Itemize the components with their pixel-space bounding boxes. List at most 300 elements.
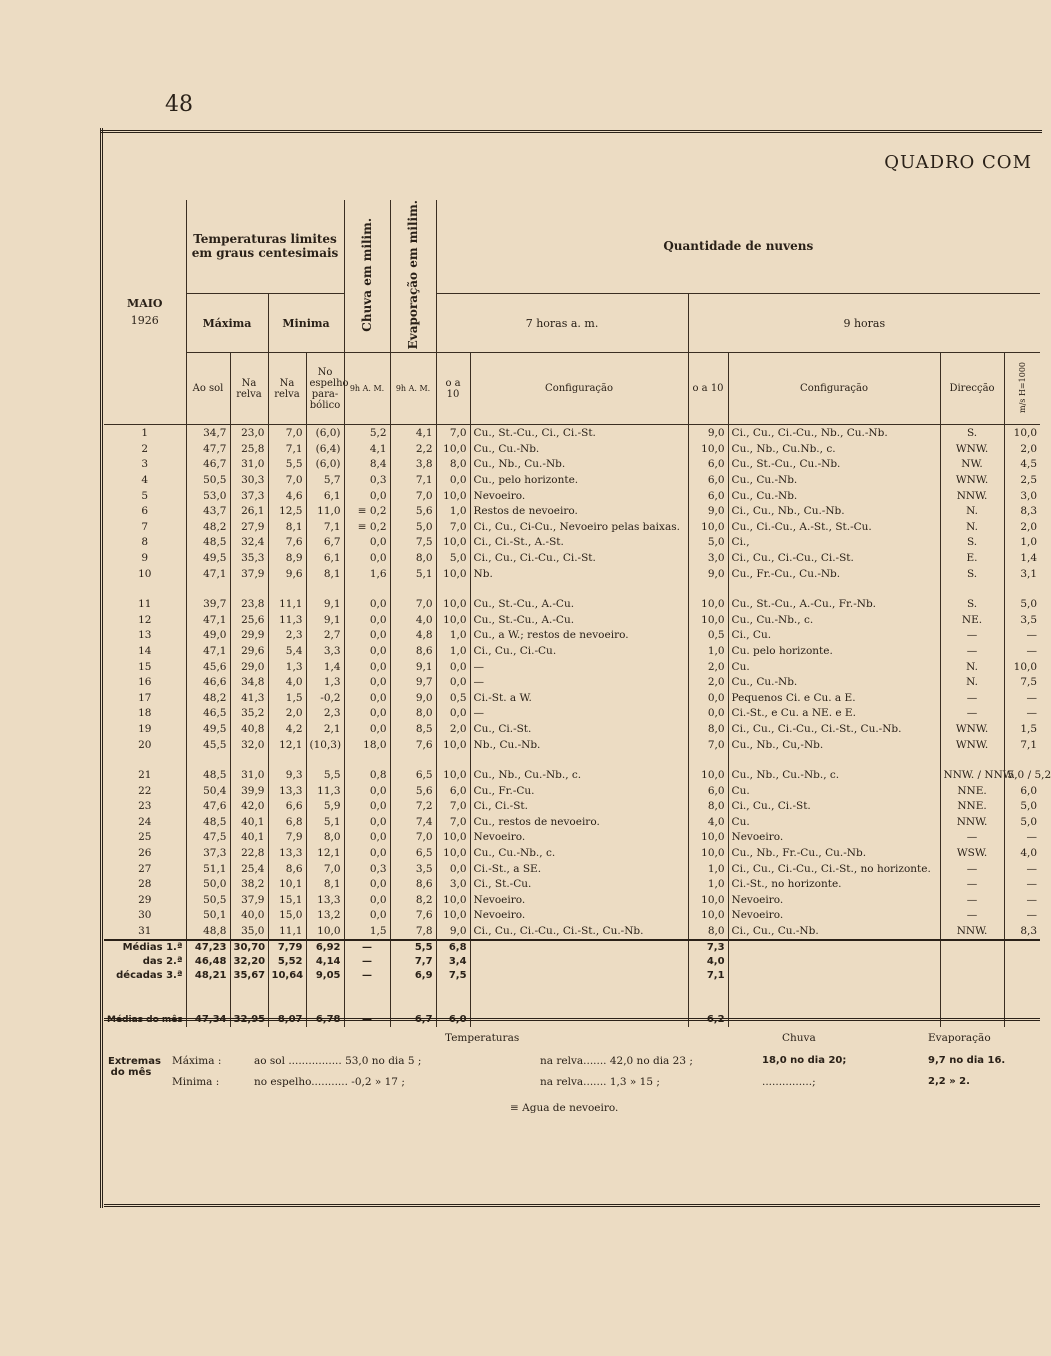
espelho-cell: (6,4) xyxy=(306,441,344,457)
chuva-cell: 0,0 xyxy=(344,908,390,924)
chuva-cell: 0,0 xyxy=(344,845,390,861)
config-7h-cell: Cu., a W.; restos de nevoeiro. xyxy=(470,628,688,644)
velocidade-cell: 5,0 xyxy=(1020,598,1038,611)
chuva-avg-cell: — xyxy=(344,955,390,969)
config-7h-cell: Nb., Cu.-Nb. xyxy=(470,737,688,753)
espelho-cell: 13,3 xyxy=(306,892,344,908)
nuvens-9h-cell: 9,0 xyxy=(688,566,728,582)
nuvens-9h-cell: 1,0 xyxy=(688,876,728,892)
config-7h-cell: Cu., Ci.-St. xyxy=(470,721,688,737)
evaporacao-header: Evaporação em milim. xyxy=(390,200,436,353)
velocidade-cell: 5,0 / 5,2 xyxy=(1007,769,1051,782)
config-7h-avg-cell xyxy=(470,955,688,969)
nuvens-7h-cell: 7,0 xyxy=(436,519,470,535)
table-row xyxy=(104,535,1040,551)
spacer-cell xyxy=(230,983,268,998)
velocidade-cell: — xyxy=(1026,691,1038,704)
ao-sol-cell: 43,7 xyxy=(186,503,230,519)
nuvens-7h-cell: 0,5 xyxy=(436,690,470,706)
direccao-cell: — xyxy=(940,643,1004,659)
table-row xyxy=(104,628,1040,644)
na-relva-max-month-cell: 32,95 xyxy=(230,1013,268,1027)
nuvens-7h-cell: 10,0 xyxy=(436,566,470,582)
extremas-chuva-title: Chuva xyxy=(782,1032,816,1044)
evaporacao-cell: 5,0 xyxy=(390,519,436,535)
na-relva-min-avg-cell: 10,64 xyxy=(268,969,306,983)
decade-label-cell: Médias 1.ª xyxy=(104,940,186,955)
config-9h-cell: Ci., Cu., Nb., Cu.-Nb. xyxy=(728,503,940,519)
spacer-cell xyxy=(390,752,436,767)
table-row xyxy=(104,441,1040,457)
velocidade-cell: 5,0 xyxy=(1020,815,1038,828)
nuvens-9h-cell: 5,0 xyxy=(688,535,728,551)
spacer-cell xyxy=(230,581,268,596)
evaporacao-cell: 8,5 xyxy=(390,721,436,737)
evaporacao-cell: 7,6 xyxy=(390,737,436,753)
config-7h-cell: Cu., Fr.-Cu. xyxy=(470,783,688,799)
ao-sol-cell: 45,6 xyxy=(186,659,230,675)
extremas-evap-title: Evaporação xyxy=(928,1032,991,1044)
config-7h-cell: Nevoeiro. xyxy=(470,830,688,846)
na-relva-max-cell: 35,3 xyxy=(230,550,268,566)
direccao-cell: NNW. xyxy=(940,488,1004,504)
extremas-max-relva: na relva....... 42,0 no dia 23 ; xyxy=(540,1055,693,1067)
direccao-cell: NNW. xyxy=(940,923,1004,940)
direccao-cell: NNW. / NNW. xyxy=(940,767,1004,783)
config-9h-avg-cell xyxy=(728,955,940,969)
nuvens-9h-cell: 2,0 xyxy=(688,659,728,675)
nove-horas-header: 9 horas xyxy=(688,293,1040,353)
table-row xyxy=(104,488,1040,504)
nuvens-9h-cell: 0,0 xyxy=(688,706,728,722)
table-row xyxy=(104,876,1040,892)
espelho-cell: 6,7 xyxy=(306,535,344,551)
nuvens-7h-cell: 10,0 xyxy=(436,737,470,753)
na-relva-max-cell: 40,0 xyxy=(230,908,268,924)
config-7h-cell: Cu., pelo horizonte. xyxy=(470,472,688,488)
config-9h-cell: Ci., Cu. xyxy=(728,628,940,644)
config-7h-cell: Cu., Nb., Cu.-Nb., c. xyxy=(470,767,688,783)
ao-sol-cell: 39,7 xyxy=(186,596,230,612)
na-relva-min-avg-cell: 7,79 xyxy=(268,940,306,955)
velocidade-cell: 1,5 xyxy=(1020,722,1038,735)
chuva-cell: 0,0 xyxy=(344,814,390,830)
na-relva-max-cell: 42,0 xyxy=(230,798,268,814)
nuvens-7h-cell: 10,0 xyxy=(436,845,470,861)
velocidade-cell: 2,0 xyxy=(1020,442,1038,455)
nuvens-7h-cell: 7,0 xyxy=(436,814,470,830)
nevoeiro-note: ≡ Agua de nevoeiro. xyxy=(510,1102,619,1114)
spacer-cell xyxy=(186,983,230,998)
nuvens-9h-cell: 8,0 xyxy=(688,798,728,814)
evaporacao-cell: 3,8 xyxy=(390,457,436,473)
nuvens-7h-cell: 10,0 xyxy=(436,612,470,628)
espelho-cell: 9,1 xyxy=(306,596,344,612)
velocidade-cell: — xyxy=(1026,629,1038,642)
ao-sol-cell: 48,8 xyxy=(186,923,230,940)
config-9h-cell: Cu., Nb., Fr.-Cu., Cu.-Nb. xyxy=(728,845,940,861)
config-9h-cell: Cu., St.-Cu., A.-Cu., Fr.-Nb. xyxy=(728,596,940,612)
nuvens-7h-month-cell: 6,0 xyxy=(436,1013,470,1027)
maxima-header: Máxima xyxy=(186,293,268,353)
espelho-avg-cell: 9,05 xyxy=(306,969,344,983)
velocidade-cell: 3,1 xyxy=(1020,567,1038,580)
direccao-cell: — xyxy=(940,690,1004,706)
page-number: 48 xyxy=(165,92,193,117)
nuvens-9h-cell: 4,0 xyxy=(688,814,728,830)
na-relva-min-cell: 8,6 xyxy=(268,861,306,877)
config-9h-cell: Nevoeiro. xyxy=(728,892,940,908)
espelho-cell: 5,9 xyxy=(306,798,344,814)
evaporacao-cell: 7,8 xyxy=(390,923,436,940)
config-7h-cell: Ci.-St. a W. xyxy=(470,690,688,706)
nuvens-7h-cell: 10,0 xyxy=(436,535,470,551)
na-relva-min-cell: 9,6 xyxy=(268,566,306,582)
velocidade-cell: 3,0 xyxy=(1020,489,1038,502)
chuva-cell: 5,2 xyxy=(344,425,390,441)
config-9h-cell: Ci., xyxy=(728,535,940,551)
weather-table xyxy=(104,200,1051,1027)
chuva-cell: 0,0 xyxy=(344,596,390,612)
config-9h-cell: Ci., Cu., Ci.-Cu., Ci.-St. xyxy=(728,550,940,566)
na-relva-max-cell: 34,8 xyxy=(230,674,268,690)
decade-average-row xyxy=(104,969,1040,983)
day-cell: 30 xyxy=(104,908,186,924)
nuvens-9h-cell: 10,0 xyxy=(688,845,728,861)
nuvens-9h-cell: 6,0 xyxy=(688,457,728,473)
chuva-cell: 0,0 xyxy=(344,488,390,504)
config-9h-cell: Cu. xyxy=(728,783,940,799)
spacer-cell xyxy=(344,752,390,767)
spacer-cell xyxy=(344,998,390,1013)
spacer-cell xyxy=(940,983,1004,998)
decade-average-row xyxy=(104,940,1040,955)
nuvens-7h-cell: 0,0 xyxy=(436,861,470,877)
chuva-cell: 0,0 xyxy=(344,674,390,690)
nuvens-7h-cell: 7,0 xyxy=(436,798,470,814)
chuva-header: Chuva em milim. xyxy=(344,200,390,353)
spacer-cell xyxy=(940,998,1004,1013)
day-cell: 21 xyxy=(104,767,186,783)
nuvens-7h-cell: 10,0 xyxy=(436,596,470,612)
direccao-cell: S. xyxy=(940,596,1004,612)
evap-hour-header: 9h A. M. xyxy=(390,353,436,425)
extremas-max-sol: ao sol ................ 53,0 no dia 5 ; xyxy=(254,1055,422,1067)
chuva-hour-header: 9h A. M. xyxy=(344,353,390,425)
config-9h-cell: Cu., Cu.-Nb., c. xyxy=(728,612,940,628)
config-9h-cell: Ci.-St., e Cu. a NE. e E. xyxy=(728,706,940,722)
spacer-cell xyxy=(344,983,390,998)
ao-sol-cell: 34,7 xyxy=(186,425,230,441)
direccao-cell: — xyxy=(940,830,1004,846)
day-cell: 25 xyxy=(104,830,186,846)
spacer-row xyxy=(104,581,1040,596)
footer-rule-bottom xyxy=(104,1204,1040,1207)
extremas-min-evap: 2,2 » 2. xyxy=(928,1076,970,1087)
ao-sol-cell: 53,0 xyxy=(186,488,230,504)
table-row xyxy=(104,472,1040,488)
nuvens-7h-cell: 10,0 xyxy=(436,892,470,908)
nuvens-7h-cell: 10,0 xyxy=(436,830,470,846)
velocidade-cell: — xyxy=(1026,831,1038,844)
na-relva-min-cell: 9,3 xyxy=(268,767,306,783)
na-relva-max-cell: 40,8 xyxy=(230,721,268,737)
day-cell: 26 xyxy=(104,845,186,861)
na-relva-max-cell: 37,9 xyxy=(230,892,268,908)
ao-sol-cell: 49,5 xyxy=(186,721,230,737)
chuva-cell: 0,0 xyxy=(344,628,390,644)
nuvens-9h-cell: 2,0 xyxy=(688,674,728,690)
table-row xyxy=(104,519,1040,535)
direccao-cell: WNW. xyxy=(940,441,1004,457)
sete-horas-header: 7 horas a. m. xyxy=(436,293,688,353)
nuvens-9h-cell: 3,0 xyxy=(688,550,728,566)
nuvens-7h-cell: 7,0 xyxy=(436,425,470,441)
nuvens-9h-month-cell: 6,2 xyxy=(688,1013,728,1027)
chuva-avg-cell: — xyxy=(344,969,390,983)
config-7h-cell: Cu., St.-Cu., Ci., Ci.-St. xyxy=(470,425,688,441)
config-7h-cell: Ci., Ci.-St. xyxy=(470,798,688,814)
extremas-maxima-label: Máxima : xyxy=(172,1055,222,1067)
spacer-cell xyxy=(268,581,306,596)
velocidade-cell: — xyxy=(1026,893,1038,906)
nuvens-7h-cell: 2,0 xyxy=(436,721,470,737)
day-cell: 29 xyxy=(104,892,186,908)
evaporacao-cell: 4,1 xyxy=(390,425,436,441)
evaporacao-cell: 4,0 xyxy=(390,612,436,628)
velocidade-cell: 5,0 xyxy=(1020,800,1038,813)
na-relva-min-cell: 13,3 xyxy=(268,845,306,861)
spacer-cell xyxy=(436,998,470,1013)
espelho-avg-cell: 4,14 xyxy=(306,955,344,969)
na-relva-min-cell: 6,8 xyxy=(268,814,306,830)
velocidade-cell: — xyxy=(1026,862,1038,875)
day-cell: 13 xyxy=(104,628,186,644)
extremas-max-chuva: 18,0 no dia 20; xyxy=(762,1055,847,1066)
ao-sol-cell: 48,5 xyxy=(186,767,230,783)
velocidade-cell: 2,0 xyxy=(1020,520,1038,533)
oaio-1-header: o a 10 xyxy=(436,353,470,425)
spacer-cell xyxy=(436,581,470,596)
nuvens-7h-cell: 10,0 xyxy=(436,441,470,457)
na-relva-min-cell: 2,3 xyxy=(268,628,306,644)
ao-sol-cell: 48,5 xyxy=(186,814,230,830)
espelho-cell: -0,2 xyxy=(306,690,344,706)
ao-sol-cell: 47,1 xyxy=(186,643,230,659)
velocidade-cell: — xyxy=(1026,878,1038,891)
chuva-cell: ≡ 0,2 xyxy=(344,519,390,535)
espelho-cell: 9,1 xyxy=(306,612,344,628)
nuvens-9h-cell: 10,0 xyxy=(688,908,728,924)
espelho-cell: (6,0) xyxy=(306,457,344,473)
table-title: QUADRO COM xyxy=(884,152,1032,173)
ao-sol-cell: 37,3 xyxy=(186,845,230,861)
nuvens-7h-cell: 10,0 xyxy=(436,908,470,924)
spacer-cell xyxy=(268,752,306,767)
nuvens-9h-avg-cell: 7,3 xyxy=(688,940,728,955)
table-row xyxy=(104,503,1040,519)
na-relva-min-cell: 6,6 xyxy=(268,798,306,814)
spacer-cell xyxy=(390,581,436,596)
temp-limits-header: Temperaturas limites em graus centesimais xyxy=(186,200,344,293)
config-9h-cell: Cu., Ci.-Cu., A.-St., St.-Cu. xyxy=(728,519,940,535)
config-7h-cell: Cu., restos de nevoeiro. xyxy=(470,814,688,830)
config-9h-cell: Cu. xyxy=(728,814,940,830)
na-relva-max-cell: 39,9 xyxy=(230,783,268,799)
config-9h-cell: Ci., Cu., Ci.-St. xyxy=(728,798,940,814)
day-cell: 24 xyxy=(104,814,186,830)
direccao-cell: WNW. xyxy=(940,737,1004,753)
nuvens-9h-cell: 6,0 xyxy=(688,472,728,488)
config-7h-cell: Ci., Ci.-St., A.-St. xyxy=(470,535,688,551)
nuvens-7h-cell: 1,0 xyxy=(436,628,470,644)
config-7h-cell: — xyxy=(470,706,688,722)
velocidade-cell: 3,5 xyxy=(1020,613,1038,626)
velocidade-cell: 7,1 xyxy=(1020,738,1038,751)
spacer-row xyxy=(104,752,1040,767)
config-9h-cell: Nevoeiro. xyxy=(728,830,940,846)
na-relva-min-cell: 7,0 xyxy=(268,472,306,488)
spacer-cell xyxy=(230,752,268,767)
espelho-cell: 5,7 xyxy=(306,472,344,488)
na-relva-max-cell: 30,3 xyxy=(230,472,268,488)
evaporacao-avg-cell: 7,7 xyxy=(390,955,436,969)
chuva-cell: 0,0 xyxy=(344,798,390,814)
na-relva-min-cell: 5,4 xyxy=(268,643,306,659)
extremas-temp-title: Temperaturas xyxy=(445,1032,520,1044)
espelho-cell: 6,1 xyxy=(306,550,344,566)
na-relva-min-cell: 10,1 xyxy=(268,876,306,892)
direccao-cell: E. xyxy=(940,550,1004,566)
evaporacao-cell: 9,7 xyxy=(390,674,436,690)
table-row xyxy=(104,798,1040,814)
table-row xyxy=(104,457,1040,473)
chuva-cell: ≡ 0,2 xyxy=(344,503,390,519)
chuva-cell: 0,3 xyxy=(344,861,390,877)
oaio-2-header: o a 10 xyxy=(688,353,728,425)
config-7h-cell: Nevoeiro. xyxy=(470,892,688,908)
nuvens-9h-cell: 10,0 xyxy=(688,892,728,908)
spacer-cell xyxy=(688,983,728,998)
ao-sol-cell: 49,0 xyxy=(186,628,230,644)
evaporacao-cell: 5,6 xyxy=(390,503,436,519)
config-7h-cell: Ci., St.-Cu. xyxy=(470,876,688,892)
nuvens-9h-cell: 10,0 xyxy=(688,441,728,457)
config-9h-cell: Ci., Cu., Ci.-Cu., Nb., Cu.-Nb. xyxy=(728,425,940,441)
nuvens-7h-cell: 0,0 xyxy=(436,706,470,722)
velocidade-cell: 4,5 xyxy=(1020,458,1038,471)
config-7h-cell: Restos de nevoeiro. xyxy=(470,503,688,519)
na-relva-max-cell: 27,9 xyxy=(230,519,268,535)
ao-sol-cell: 50,1 xyxy=(186,908,230,924)
day-cell: 22 xyxy=(104,783,186,799)
config-7h-cell: Ci., Cu., Ci.-Cu., Ci.-St., Cu.-Nb. xyxy=(470,923,688,940)
na-relva-max-cell: 25,4 xyxy=(230,861,268,877)
table-row xyxy=(104,830,1040,846)
chuva-cell: 0,0 xyxy=(344,706,390,722)
spacer-cell xyxy=(186,752,230,767)
spacer-cell xyxy=(436,983,470,998)
table-row xyxy=(104,425,1040,441)
espelho-cell: 3,3 xyxy=(306,643,344,659)
config-9h-cell: Cu., Cu.-Nb. xyxy=(728,674,940,690)
config-9h-cell: Ci., Cu., Ci.-Cu., Ci.-St., no horizonte. xyxy=(728,861,940,877)
direccao-cell: WNW. xyxy=(940,721,1004,737)
day-cell: 19 xyxy=(104,721,186,737)
config-9h-cell: Cu., Cu.-Nb. xyxy=(728,488,940,504)
chuva-cell: 0,3 xyxy=(344,472,390,488)
spacer-cell xyxy=(470,998,688,1013)
ao-sol-cell: 47,5 xyxy=(186,830,230,846)
direccao-cell: WSW. xyxy=(940,845,1004,861)
nuvens-9h-cell: 10,0 xyxy=(688,612,728,628)
velocidade-cell: — xyxy=(1026,909,1038,922)
nuvens-9h-cell: 0,5 xyxy=(688,628,728,644)
na-relva-min-cell: 12,1 xyxy=(268,737,306,753)
na-relva-min-cell: 7,1 xyxy=(268,441,306,457)
spacer-cell xyxy=(728,998,940,1013)
ao-sol-cell: 50,5 xyxy=(186,472,230,488)
spacer-row xyxy=(104,983,1040,998)
na-relva-max-cell: 23,8 xyxy=(230,596,268,612)
na-relva-min-cell: 7,6 xyxy=(268,535,306,551)
day-cell: 15 xyxy=(104,659,186,675)
spacer-cell xyxy=(436,752,470,767)
na-relva-max-cell: 22,8 xyxy=(230,845,268,861)
spacer-cell xyxy=(104,998,186,1013)
day-cell: 16 xyxy=(104,674,186,690)
spacer-cell xyxy=(1004,983,1040,998)
spacer-cell xyxy=(344,581,390,596)
extremas-min-relva: na relva....... 1,3 » 15 ; xyxy=(540,1076,660,1088)
velocidade-cell: 1,4 xyxy=(1020,551,1038,564)
chuva-avg-cell: — xyxy=(344,940,390,955)
velocidade-cell: 8,3 xyxy=(1020,925,1038,938)
ao-sol-cell: 47,7 xyxy=(186,441,230,457)
nuvens-9h-cell: 1,0 xyxy=(688,643,728,659)
direccao-cell: N. xyxy=(940,503,1004,519)
chuva-cell: 0,0 xyxy=(344,783,390,799)
na-relva-min-cell: 11,3 xyxy=(268,612,306,628)
espelho-cell: 8,0 xyxy=(306,830,344,846)
espelho-cell: 11,3 xyxy=(306,783,344,799)
footer-rule-top xyxy=(104,1018,1040,1021)
spacer-cell xyxy=(470,581,688,596)
extremas-min-chuva: ...............; xyxy=(762,1076,816,1088)
chuva-month-cell: — xyxy=(344,1013,390,1027)
chuva-cell: 0,0 xyxy=(344,892,390,908)
chuva-cell: 0,0 xyxy=(344,612,390,628)
config-7h-cell: Ci., Cu., Ci.-Cu. xyxy=(470,643,688,659)
espelho-avg-cell: 6,92 xyxy=(306,940,344,955)
na-relva-max-avg-cell: 32,20 xyxy=(230,955,268,969)
na-relva-min-cell: 4,6 xyxy=(268,488,306,504)
config-7h-cell: Nevoeiro. xyxy=(470,488,688,504)
chuva-cell: 0,0 xyxy=(344,830,390,846)
na-relva-min-cell: 1,3 xyxy=(268,659,306,675)
extremas-min-espelho: no espelho........... -0,2 » 17 ; xyxy=(254,1076,405,1088)
nuvens-7h-cell: 0,0 xyxy=(436,472,470,488)
spacer-cell xyxy=(688,581,728,596)
ao-sol-cell: 48,2 xyxy=(186,690,230,706)
evaporacao-cell: 8,0 xyxy=(390,550,436,566)
ao-sol-cell: 46,5 xyxy=(186,706,230,722)
extremas-label: Extremas do mês xyxy=(108,1056,161,1078)
spacer-cell xyxy=(940,752,1004,767)
table-row xyxy=(104,612,1040,628)
spacer-cell xyxy=(688,998,728,1013)
nuvens-7h-cell: 1,0 xyxy=(436,643,470,659)
